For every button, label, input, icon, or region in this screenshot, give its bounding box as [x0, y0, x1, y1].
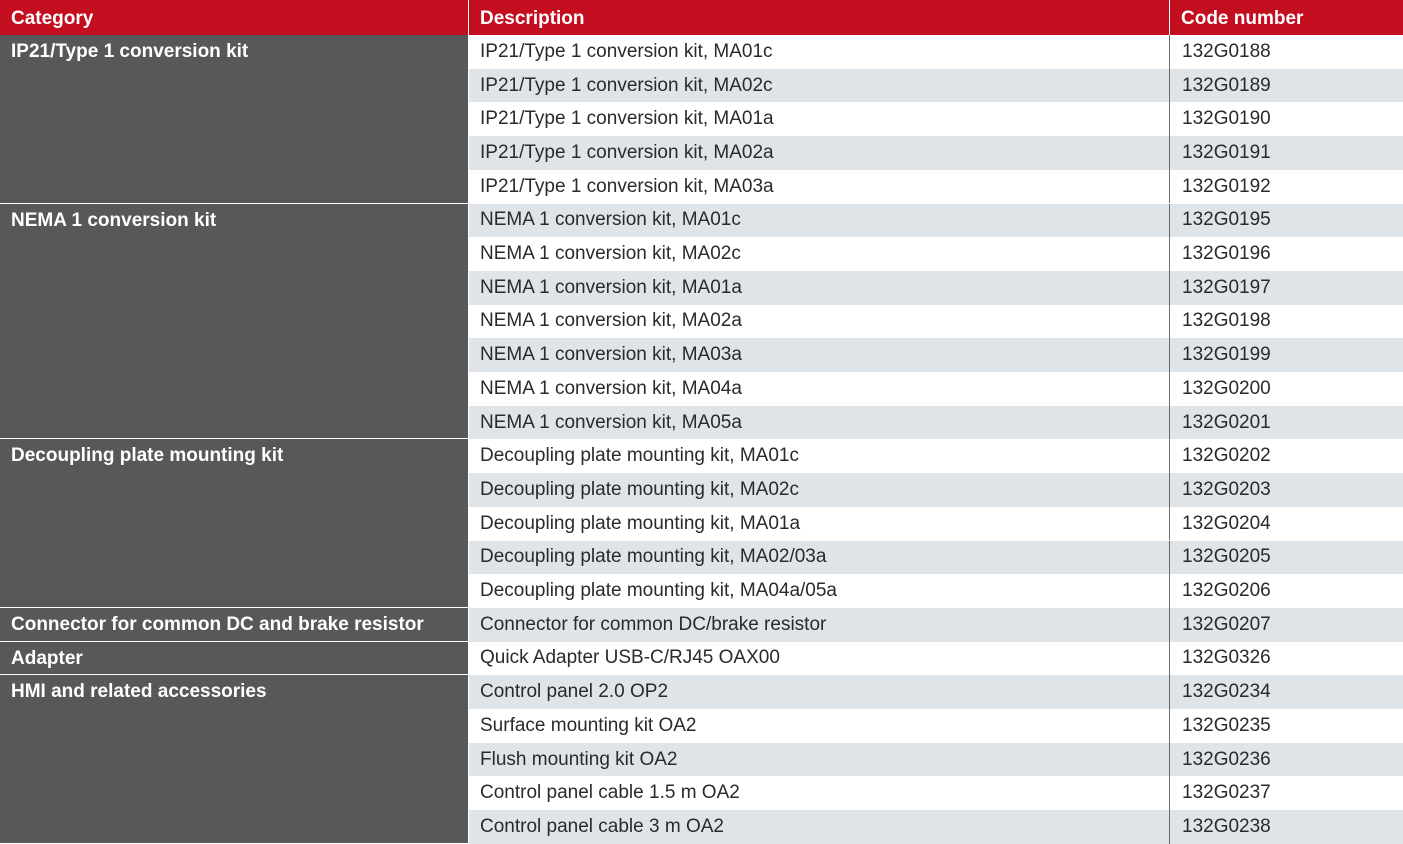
description-cell: Surface mounting kit OA2	[480, 714, 697, 736]
description-cell: NEMA 1 conversion kit, MA04a	[480, 377, 742, 399]
code-number-cell: 132G0238	[1169, 810, 1403, 844]
code-number-cell: 132G0192	[1169, 170, 1403, 204]
table-row	[469, 776, 1403, 810]
description-cell: NEMA 1 conversion kit, MA03a	[480, 344, 742, 366]
code-number-cell: 132G0205	[1169, 541, 1403, 575]
code-number-cell: 132G0195	[1169, 204, 1403, 238]
description-cell: Decoupling plate mounting kit, MA01c	[480, 445, 799, 467]
code-number-cell: 132G0202	[1169, 439, 1403, 473]
table-row	[469, 35, 1403, 69]
description-cell: Decoupling plate mounting kit, MA02c	[480, 478, 799, 500]
description-cell: Decoupling plate mounting kit, MA04a/05a	[480, 580, 838, 602]
table-row	[469, 305, 1403, 339]
code-number-cell: 132G0234	[1169, 675, 1403, 709]
description-cell: Connector for common DC/brake resistor	[480, 613, 827, 635]
description-cell: Control panel cable 3 m OA2	[480, 815, 724, 837]
code-number-cell: 132G0235	[1169, 709, 1403, 743]
table-row	[469, 507, 1403, 541]
table-row	[469, 136, 1403, 170]
table-row	[469, 473, 1403, 507]
category-cell: HMI and related accessories	[0, 675, 468, 844]
description-cell: NEMA 1 conversion kit, MA02a	[480, 310, 742, 332]
description-cell: NEMA 1 conversion kit, MA05a	[480, 411, 742, 433]
category-cell: Adapter	[0, 642, 468, 676]
code-number-cell: 132G0198	[1169, 305, 1403, 339]
description-cell: IP21/Type 1 conversion kit, MA01c	[480, 40, 773, 62]
table-row	[469, 102, 1403, 136]
code-number-cell: 132G0204	[1169, 507, 1403, 541]
table-row	[469, 743, 1403, 777]
description-cell: NEMA 1 conversion kit, MA01c	[480, 209, 741, 231]
description-cell: IP21/Type 1 conversion kit, MA02a	[480, 141, 774, 163]
description-cell: Decoupling plate mounting kit, MA01a	[480, 512, 801, 534]
description-cell: IP21/Type 1 conversion kit, MA02c	[480, 74, 773, 96]
description-cell: IP21/Type 1 conversion kit, MA01a	[480, 108, 774, 130]
table-row	[469, 204, 1403, 238]
table-row	[469, 574, 1403, 608]
category-cell: Connector for common DC and brake resistor	[0, 608, 468, 642]
table-row	[469, 271, 1403, 305]
category-cell: NEMA 1 conversion kit	[0, 204, 468, 440]
table-row	[469, 406, 1403, 440]
code-number-cell: 132G0197	[1169, 271, 1403, 305]
description-cell: NEMA 1 conversion kit, MA02c	[480, 243, 741, 265]
header-description: Description	[469, 0, 1169, 35]
code-number-cell: 132G0203	[1169, 473, 1403, 507]
table-row	[469, 642, 1403, 676]
description-cell: Flush mounting kit OA2	[480, 748, 678, 770]
code-number-cell: 132G0201	[1169, 406, 1403, 440]
category-cell: IP21/Type 1 conversion kit	[0, 35, 468, 204]
code-number-cell: 132G0236	[1169, 743, 1403, 777]
code-number-cell: 132G0200	[1169, 372, 1403, 406]
code-number-cell: 132G0206	[1169, 574, 1403, 608]
table-row	[469, 237, 1403, 271]
table-row	[469, 69, 1403, 103]
code-number-cell: 132G0191	[1169, 136, 1403, 170]
category-cell: Decoupling plate mounting kit	[0, 439, 468, 608]
table-row	[469, 608, 1403, 642]
table-row	[469, 439, 1403, 473]
header-code-number: Code number	[1170, 0, 1403, 35]
description-cell: Decoupling plate mounting kit, MA02/03a	[480, 546, 827, 568]
table-row	[469, 338, 1403, 372]
table-row	[469, 709, 1403, 743]
table-row	[469, 675, 1403, 709]
table-row	[469, 170, 1403, 204]
description-cell: Quick Adapter USB-C/RJ45 OAX00	[480, 647, 780, 669]
description-cell: IP21/Type 1 conversion kit, MA03a	[480, 175, 774, 197]
code-number-cell: 132G0326	[1169, 642, 1403, 676]
header-category: Category	[0, 0, 468, 35]
description-cell: Control panel 2.0 OP2	[480, 681, 669, 703]
code-number-cell: 132G0196	[1169, 237, 1403, 271]
table-row	[469, 372, 1403, 406]
table-row	[469, 541, 1403, 575]
description-cell: NEMA 1 conversion kit, MA01a	[480, 276, 742, 298]
code-number-cell: 132G0190	[1169, 102, 1403, 136]
table-row	[469, 810, 1403, 844]
code-number-cell: 132G0237	[1169, 776, 1403, 810]
code-number-cell: 132G0188	[1169, 35, 1403, 69]
code-number-cell: 132G0199	[1169, 338, 1403, 372]
code-number-cell: 132G0189	[1169, 69, 1403, 103]
description-cell: Control panel cable 1.5 m OA2	[480, 782, 740, 804]
code-number-cell: 132G0207	[1169, 608, 1403, 642]
